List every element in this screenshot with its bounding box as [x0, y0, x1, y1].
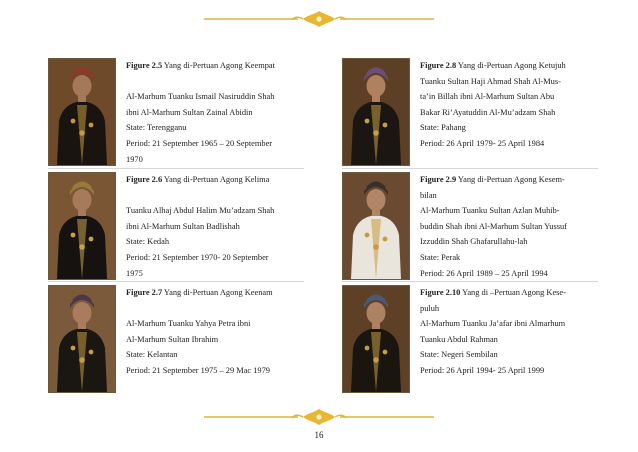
caption-line: buddin Shah ibni Al-Marhum Sultan Yussuf [420, 221, 567, 231]
caption-line: puluh [420, 303, 440, 313]
top-ornament-divider [204, 8, 434, 30]
figure-label: Figure 2.8 [420, 61, 457, 70]
portrait-image [342, 285, 410, 393]
figure-caption [420, 285, 635, 379]
portrait-medal [79, 130, 85, 136]
figure-title [420, 58, 635, 74]
figure-title [420, 172, 635, 188]
caption-line: Al-Marhum Tuanku Ja’afar ibni Almarhum [420, 319, 566, 329]
figure-cell-2-5 [38, 58, 338, 168]
caption-line: Al-Marhum Tuanku Ismail Nasiruddin Shah [126, 92, 275, 102]
figure-label: Figure 2.6 [126, 175, 163, 184]
bottom-ornament-divider [204, 406, 434, 428]
portrait-face [73, 75, 92, 97]
caption-line: State: Negeri Sembilan [420, 350, 498, 360]
portrait-image [48, 285, 116, 393]
caption-line: Period: 26 April 1979- 25 April 1984 [420, 138, 545, 148]
caption-line: ta’in Billah ibni Al-Marhum Sultan Abu [420, 92, 555, 102]
portrait-face [367, 75, 386, 97]
caption-line: Tuanku Sultan Haji Ahmad Shah Al-Mus- [420, 76, 561, 86]
caption-line: State: Kelantan [126, 350, 178, 360]
portrait-medal [71, 119, 76, 124]
figure-caption [126, 172, 341, 281]
figure-label: Figure 2.9 [420, 175, 457, 184]
portrait-medal [79, 244, 85, 250]
portrait-face [73, 189, 92, 211]
portrait-medal [373, 130, 379, 136]
portrait-medal [365, 119, 370, 124]
figure-title [420, 285, 635, 301]
page-number: 16 [314, 430, 324, 440]
caption-line: Period: 26 April 1994- 25 April 1999 [420, 365, 545, 375]
portrait-medal [365, 233, 370, 238]
caption-line: Period: 26 April 1989 – 25 April 1994 [420, 268, 548, 278]
caption-line: Izzuddin Shah Ghafarullahu-lah [420, 237, 528, 247]
figure-caption [126, 58, 341, 167]
figure-title-text: Yang di –Pertuan Agong Kese- [460, 288, 566, 297]
figure-title [126, 172, 341, 188]
caption-line: Period: 21 September 1965 – 20 September [126, 138, 273, 148]
portrait-medal [79, 357, 85, 363]
figure-title-text: Yang di-Pertuan Agong Ketujuh [456, 61, 566, 70]
figure-label: Figure 2.5 [126, 61, 163, 70]
portrait-image [342, 172, 410, 280]
portrait-face [73, 302, 92, 324]
portrait-medal [71, 233, 76, 238]
figure-caption [420, 58, 635, 152]
caption-line: Bakar Ri’Ayatuddin Al-Mu’adzam Shah [420, 107, 556, 117]
figure-caption [126, 285, 341, 379]
portrait-medal [89, 237, 94, 242]
figure-cell-2-6 [38, 172, 338, 282]
caption-line: Al-Marhum Tuanku Yahya Petra ibni [126, 319, 251, 329]
figure-caption [420, 172, 635, 281]
row-divider [342, 281, 598, 282]
portrait-medal [383, 123, 388, 128]
figure-cell-2-8 [332, 58, 632, 168]
portrait-face [367, 189, 386, 211]
caption-line: State: Pahang [420, 123, 466, 133]
figure-title-text: Yang di-Pertuan Agong Keenam [162, 288, 273, 297]
figure-title-text: Yang di-Pertuan Agong Kesem- [456, 175, 565, 184]
figure-label: Figure 2.10 [420, 288, 461, 297]
figure-cell-2-7 [38, 285, 338, 395]
row-divider [48, 168, 304, 169]
figure-label: Figure 2.7 [126, 288, 163, 297]
figure-title-text: Yang di-Pertuan Agong Keempat [162, 61, 275, 70]
figure-cell-2-10 [332, 285, 632, 395]
portrait-image [48, 172, 116, 280]
portrait-image [48, 58, 116, 166]
figure-title [126, 58, 341, 74]
portrait-medal [89, 123, 94, 128]
portrait-medal [71, 346, 76, 351]
caption-line: 1975 [126, 268, 143, 278]
portrait-medal [383, 237, 388, 242]
caption-line: ibni Al-Marhum Sultan Badlishah [126, 221, 240, 231]
caption-line: Tuanku Alhaj Abdul Halim Mu’adzam Shah [126, 206, 275, 216]
portrait-medal [373, 244, 379, 250]
figure-title-text: Yang di-Pertuan Agong Kelima [162, 175, 270, 184]
row-divider [342, 168, 598, 169]
caption-line: Tuanku Abdul Rahman [420, 334, 498, 344]
portrait-medal [365, 346, 370, 351]
caption-line: bilan [420, 190, 437, 200]
caption-line: Period: 21 September 1975 – 29 Mac 1979 [126, 365, 270, 375]
caption-line: State: Perak [420, 252, 461, 262]
caption-line: State: Terengganu [126, 123, 187, 133]
caption-line: Al-Marhum Tuanku Sultan Azlan Muhib- [420, 206, 560, 216]
portrait-medal [383, 350, 388, 355]
caption-line: 1970 [126, 154, 143, 164]
caption-line: Period: 21 September 1970- 20 September [126, 252, 269, 262]
figure-cell-2-9 [332, 172, 632, 282]
row-divider [48, 281, 304, 282]
caption-line: Al-Marhum Sultan Ibrahim [126, 334, 219, 344]
portrait-medal [373, 357, 379, 363]
figure-title [126, 285, 341, 301]
portrait-medal [89, 350, 94, 355]
portrait-face [367, 302, 386, 324]
caption-line: ibni Al-Marhum Sultan Zainal Abidin [126, 107, 253, 117]
caption-line: State: Kedah [126, 237, 170, 247]
portrait-image [342, 58, 410, 166]
